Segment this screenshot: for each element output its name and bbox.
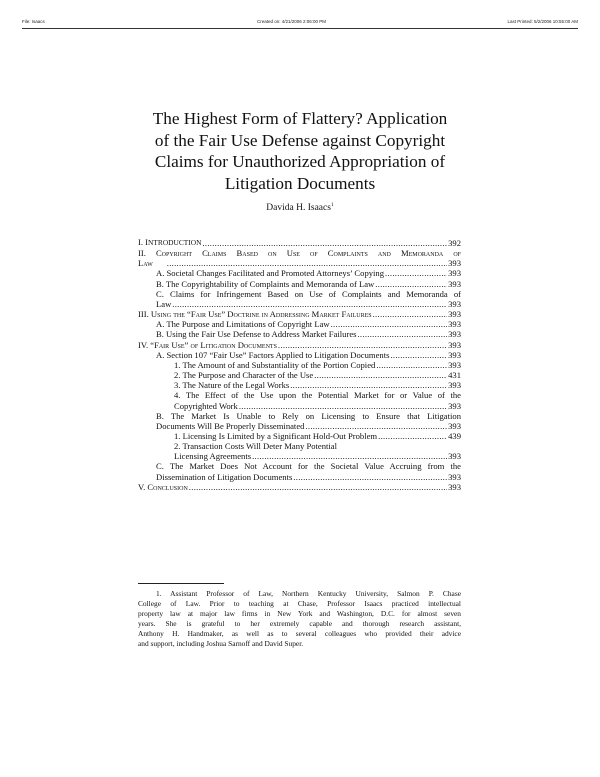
- footnote-divider: [138, 583, 224, 584]
- toc-entry-nature-legal-works: 3. The Nature of the Legal Works ..... 393: [138, 380, 461, 390]
- leader-dots: [314, 370, 447, 380]
- toc-entry-copyright-claims: II. Copyright Claims Based on Use of Complaints and Memoranda of: [138, 248, 461, 259]
- page-number: 393: [448, 349, 461, 360]
- toc-entry-market-failures: B. Using the Fair Use Defense to Address Market Failures ..... 393: [138, 329, 461, 339]
- title-line: of the Fair Use Defense against Copyright: [154, 130, 446, 150]
- header-printed-date: Last Printed: 5/2/2006 10:55:00 AM: [507, 19, 578, 24]
- page-number: 393: [448, 268, 461, 279]
- page-number: 393: [448, 380, 461, 391]
- leader-dots: [385, 268, 447, 278]
- toc-entry-societal-changes: A. Societal Changes Facilitated and Promoted Attorneys’ Copying ..... 393: [138, 268, 461, 278]
- leader-dots: [239, 401, 447, 411]
- leader-dots: [172, 299, 447, 309]
- footnote-line: College of Law. Prior to teaching at Chase, Professor Isaacs practiced intellectual: [138, 598, 461, 608]
- toc-entry-conclusion: V. Conclusion ..... 393: [138, 482, 461, 492]
- leader-dots: [278, 340, 447, 350]
- toc-entry-continuation: Law ..... 393: [138, 299, 461, 309]
- leader-dots: [189, 482, 447, 492]
- toc-entry-purpose-character: 2. The Purpose and Character of the Use ..... 431: [138, 370, 461, 380]
- page-number: 393: [448, 359, 461, 370]
- page-number: 393: [448, 298, 461, 309]
- toc-entry-section-107: A. Section 107 “Fair Use” Factors Applied to Litigation Documents ..... 393: [138, 350, 461, 360]
- page-number: 431: [448, 370, 461, 381]
- toc-entry-amount-substantiality: 1. The Amount of and Substantiality of the Portion Copied ..... 393: [138, 360, 461, 370]
- footnote-line: property law at major law firms in New York and Washington, D.C. for almost seven: [138, 608, 461, 618]
- toc-entry-transaction-costs: 2. Transaction Costs Will Deter Many Potential: [174, 441, 338, 452]
- table-of-contents: [138, 237, 461, 492]
- footnote-mark: 1: [330, 202, 334, 208]
- leader-dots: [357, 329, 447, 339]
- footnote: [138, 589, 461, 648]
- header-created-date: Created on: 4/21/2006 2:06:00 PM: [257, 19, 327, 24]
- page-number: 393: [448, 471, 461, 482]
- running-header: [22, 18, 578, 29]
- title-line: Claims for Unauthorized Appropriation of: [154, 152, 446, 171]
- toc-entry-claims-infringement: C. Claims for Infringement Based on Use of Complaints and Memoranda of: [156, 288, 461, 299]
- toc-entry-continuation: Dissemination of Litigation Documents ..... 393: [138, 472, 461, 482]
- footnote-line: 1. Assistant Professor of Law, Northern Kentucky University, Salmon P. Chase: [156, 589, 461, 598]
- page-number: 393: [448, 319, 461, 330]
- page-number: 393: [448, 278, 461, 289]
- page-number: 393: [448, 400, 461, 411]
- title-line: Litigation Documents: [224, 173, 376, 193]
- leader-dots: [290, 380, 447, 390]
- toc-entry-copyrightability: B. The Copyrightability of Complaints and Memoranda of Law ..... 393: [138, 279, 461, 289]
- title-line: The Highest Form of Flattery? Application: [152, 109, 448, 128]
- footnote-line: Anthony H. Handmaker, as well as to several colleagues who provided their advice: [138, 628, 461, 638]
- page-number: 393: [448, 309, 461, 320]
- page-number: 393: [448, 258, 461, 269]
- toc-entry-continuation: Documents Will Be Properly Disseminated ..... 393: [138, 421, 461, 431]
- toc-entry-fair-use-doctrine: III. Using the “Fair Use” Doctrine in Addressing Market Failures ..... 393: [138, 309, 461, 319]
- leader-dots: [378, 431, 447, 441]
- page-number: 393: [448, 420, 461, 431]
- toc-entry-continuation: Copyrighted Work ..... 393: [138, 401, 461, 411]
- article-title: [0, 108, 600, 194]
- page-number: 393: [448, 339, 461, 350]
- leader-dots: [373, 309, 448, 319]
- page-number: 393: [448, 329, 461, 340]
- leader-dots: [305, 421, 447, 431]
- toc-entry-fair-use-litigation: IV. “Fair Use” of Litigation Documents ..... 393: [138, 340, 461, 350]
- toc-entry-continuation: Law ..... 393: [138, 258, 461, 268]
- author-name: Davida H. Isaacs: [266, 203, 331, 213]
- toc-entry-purpose-limitations: A. The Purpose and Limitations of Copyright Law ..... 393: [138, 319, 461, 329]
- page-number: 393: [448, 481, 461, 492]
- footnote-line: years. She is grateful to her extremely capable and thorough research assistant,: [138, 618, 461, 628]
- leader-dots: [202, 238, 447, 248]
- toc-entry-societal-value: C. The Market Does Not Account for the Societal Value Accruing from the: [156, 461, 461, 472]
- toc-entry-market-licensing: B. The Market Is Unable to Rely on Licensing to Ensure that Litigation: [156, 410, 461, 421]
- leader-dots: [376, 360, 447, 370]
- header-file-name: File: Isaacs: [22, 19, 45, 24]
- page-number: 439: [448, 430, 461, 441]
- toc-entry-effect-of-use: 4. The Effect of the Use upon the Potential Market for or Value of the: [174, 390, 461, 401]
- toc-entry-introduction: I. INTRODUCTION ..... 392: [138, 237, 461, 248]
- leader-dots: [390, 350, 447, 360]
- leader-dots: [167, 258, 447, 268]
- footnote-line: and support, including Joshua Sarnoff and David Super.: [138, 638, 304, 648]
- author-byline: [0, 202, 600, 213]
- toc-entry-continuation: Licensing Agreements ..... 393: [138, 451, 461, 461]
- toc-entry-hold-out-problem: 1. Licensing Is Limited by a Significant Hold-Out Problem ..... 439: [138, 431, 461, 441]
- leader-dots: [252, 451, 447, 461]
- page-number: 393: [448, 451, 461, 462]
- leader-dots: [375, 279, 447, 289]
- leader-dots: [293, 472, 447, 482]
- page-number: 392: [448, 238, 461, 248]
- leader-dots: [331, 319, 448, 329]
